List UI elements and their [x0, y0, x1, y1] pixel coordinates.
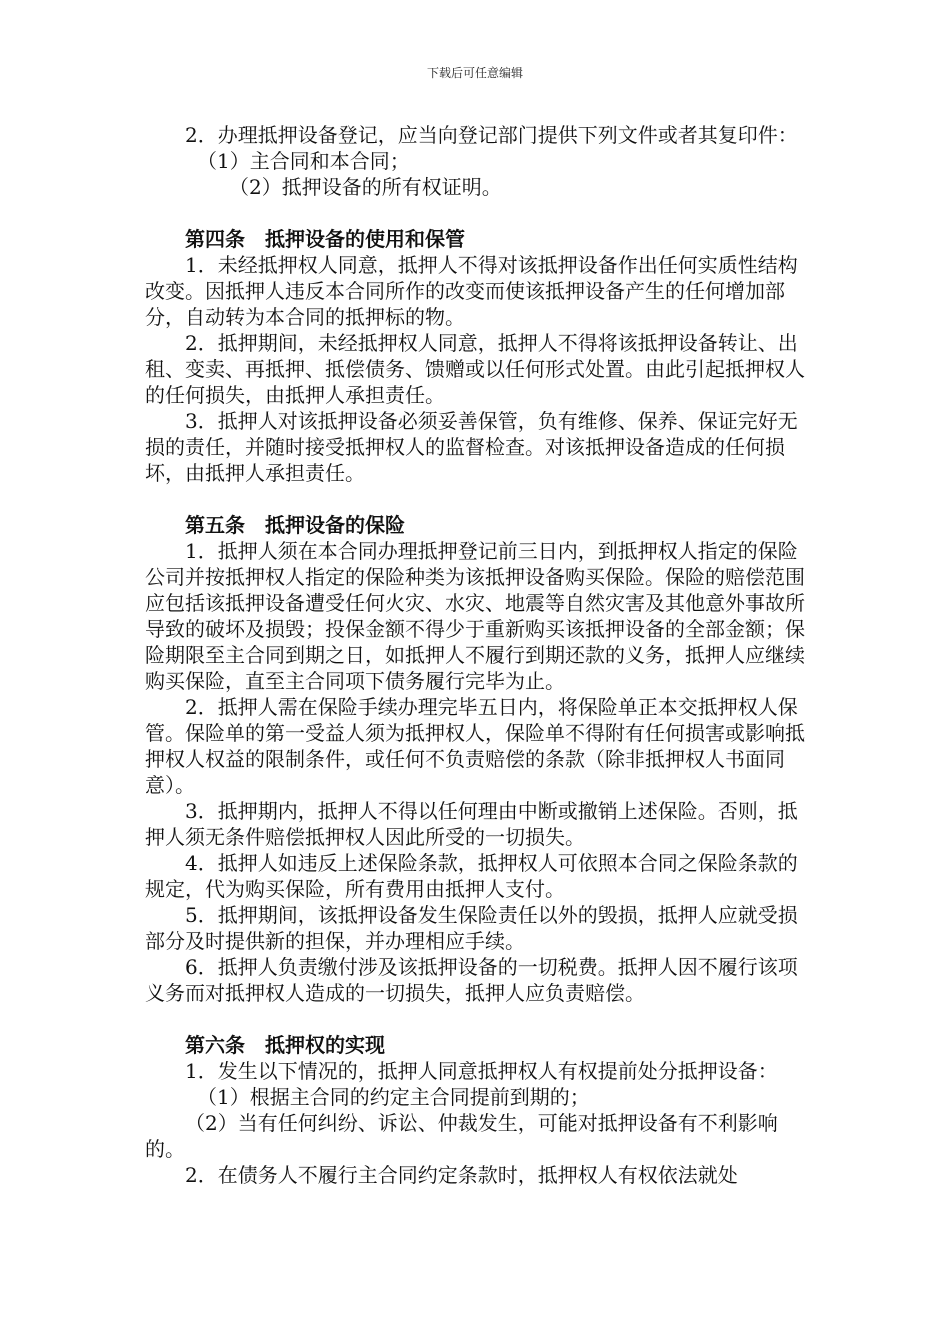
- spacer: [145, 486, 805, 512]
- paragraph: 2．抵押人需在保险手续办理完毕五日内，将保险单正本交抵押权人保管。保险单的第一受益人须为抵押权人，保险单不得附有任何损害或影响抵押权人权益的限制条件，或任何不负责赔偿的条款（除非抵押权人书面同意）。: [145, 695, 805, 797]
- paragraph: 3．抵押人对该抵押设备必须妥善保管，负有维修、保养、保证完好无损的责任，并随时接受抵押权人的监督检查。对该抵押设备造成的任何损坏，由抵押人承担责任。: [145, 409, 798, 485]
- page-header: 下载后可任意编辑: [426, 66, 523, 80]
- spacer: [145, 1006, 805, 1032]
- list-item: （1）主合同和本合同；: [197, 149, 410, 173]
- article-heading: 第五条 抵押设备的保险: [185, 513, 405, 537]
- paragraph: 2．抵押期间，未经抵押权人同意，抵押人不得将该抵押设备转让、出租、变卖、再抵押、抵偿债务、馈赠或以任何形式处置。由此引起抵押权人的任何损失，由抵押人承担责任。: [145, 331, 805, 407]
- paragraph: 2．在债务人不履行主合同约定条款时，抵押权人有权依法就处: [185, 1163, 738, 1187]
- paragraph: 4．抵押人如违反上述保险条款，抵押权人可依照本合同之保险条款的规定，代为购买保险，所有费用由抵押人支付。: [145, 851, 798, 901]
- list-item: （1）根据主合同的约定主合同提前到期的；: [197, 1085, 590, 1109]
- article-heading: 第六条 抵押权的实现: [185, 1033, 385, 1057]
- article-heading: 第四条 抵押设备的使用和保管: [185, 227, 465, 251]
- list-item: （2）当有任何纠纷、诉讼、仲裁发生，可能对抵押设备有不利影响的。: [145, 1111, 778, 1161]
- paragraph: 3．抵押期内，抵押人不得以任何理由中断或撤销上述保险。否则，抵押人须无条件赔偿抵押权人因此所受的一切损失。: [145, 799, 798, 849]
- paragraph: 6．抵押人负责缴付涉及该抵押设备的一切税费。抵押人因不履行该项义务而对抵押权人造成的一切损失，抵押人应负责赔偿。: [145, 955, 798, 1005]
- paragraph: 5．抵押期间，该抵押设备发生保险责任以外的毁损，抵押人应就受损部分及时提供新的担保，并办理相应手续。: [145, 903, 798, 953]
- paragraph: 1．发生以下情况的，抵押人同意抵押权人有权提前处分抵押设备：: [185, 1059, 778, 1083]
- document-body: [145, 122, 805, 1188]
- spacer: [145, 200, 805, 226]
- paragraph: 1．未经抵押权人同意，抵押人不得对该抵押设备作出任何实质性结构改变。因抵押人违反本合同所作的改变而使该抵押设备产生的任何增加部分，自动转为本合同的抵押标的物。: [145, 253, 798, 329]
- paragraph: 1．抵押人须在本合同办理抵押登记前三日内，到抵押权人指定的保险公司并按抵押权人指定的保险种类为该抵押设备购买保险。保险的赔偿范围应包括该抵押设备遭受任何火灾、水灾、地震等自然灾害及其他意外事故所导致的破坏及损毁；投保金额不得少于重新购买该抵押设备的全部金额；保险期限至主合同到期之日，如抵押人不履行到期还款的义务，抵押人应继续购买保险，直至主合同项下债务履行完毕为止。: [145, 539, 805, 693]
- list-item: （2）抵押设备的所有权证明。: [229, 175, 502, 199]
- paragraph: 2．办理抵押设备登记，应当向登记部门提供下列文件或者其复印件：: [185, 123, 798, 147]
